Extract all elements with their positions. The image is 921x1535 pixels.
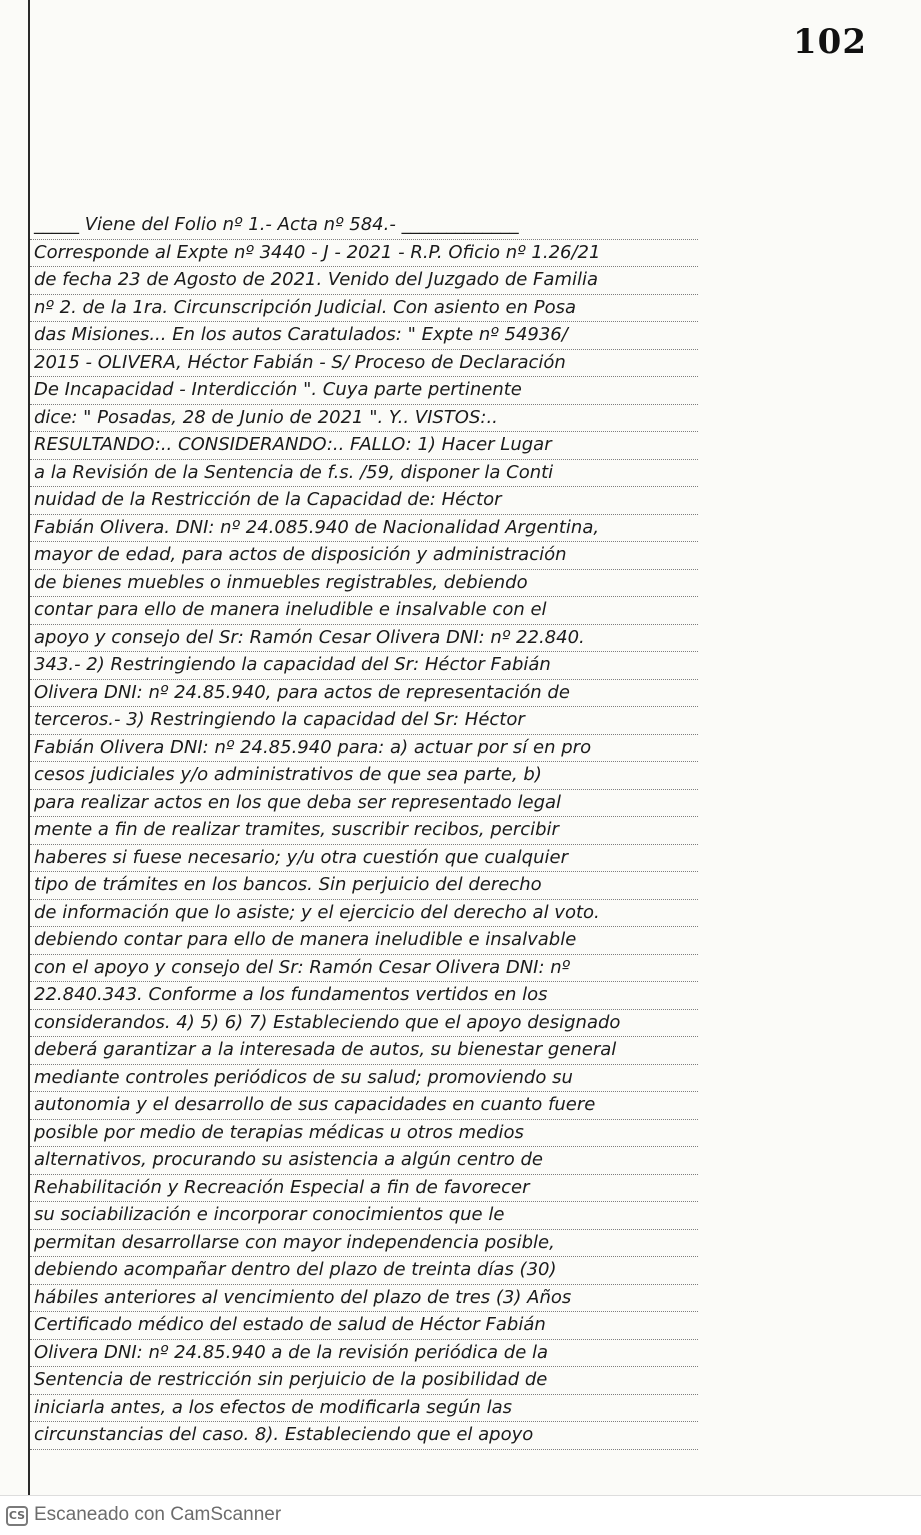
- text-line-content: debiendo acompañar dentro del plazo de treinta días (30): [34, 1259, 557, 1280]
- text-line-content: Certificado médico del estado de salud de Héctor Fabián: [34, 1314, 546, 1335]
- text-line-content: permitan desarrollarse con mayor independencia posible,: [34, 1231, 555, 1253]
- text-line: [30, 1340, 698, 1368]
- text-line-content: Fabián Olivera. DNI: nº 24.085.940 de Nacionalidad Argentina,: [34, 516, 600, 538]
- text-line: [30, 982, 698, 1010]
- text-line: [30, 845, 698, 873]
- text-line-content: Corresponde al Expte nº 3440 - J - 2021 - R.P. Oficio nº 1.26/21: [34, 241, 601, 263]
- text-line-content: De Incapacidad - Interdicción ". Cuya parte pertinente: [34, 379, 522, 400]
- text-line: [30, 295, 698, 323]
- text-line-content: 343.- 2) Restringiendo la capacidad del Sr: Héctor Fabián: [34, 654, 551, 675]
- text-line: [30, 267, 698, 295]
- text-line: [30, 1395, 698, 1423]
- text-line-content: 2015 - OLIVERA, Héctor Fabián - S/ Proceso de Declaración: [34, 351, 566, 373]
- text-line-content: circunstancias del caso. 8). Estableciendo que el apoyo: [34, 1424, 534, 1445]
- text-line-content: mayor de edad, para actos de disposición y administración: [34, 544, 567, 565]
- text-line-content: para realizar actos en los que deba ser representado legal: [34, 791, 562, 813]
- text-line-content: iniciarla antes, a los efectos de modificarla según las: [34, 1396, 513, 1418]
- text-line-content: contar para ello de manera ineludible e insalvable con el: [34, 599, 547, 620]
- text-line-content: mente a fin de realizar tramites, suscribir recibos, percibir: [34, 819, 559, 840]
- text-line-content: con el apoyo y consejo del Sr: Ramón Cesar Olivera DNI: nº: [34, 956, 571, 978]
- text-line: [30, 515, 698, 543]
- text-line-content: de fecha 23 de Agosto de 2021. Venido del Juzgado de Familia: [34, 269, 599, 290]
- text-line: [30, 1175, 698, 1203]
- text-line-content: debiendo contar para ello de manera ineludible e insalvable: [34, 929, 577, 950]
- scanner-watermark-text: Escaneado con CamScanner: [34, 1504, 282, 1525]
- text-line: [30, 1367, 698, 1395]
- text-line-content: 22.840.343. Conforme a los fundamentos vertidos en los: [34, 984, 548, 1005]
- text-line: [30, 1257, 698, 1285]
- text-line: [30, 1285, 698, 1313]
- text-line-content: nº 2. de la 1ra. Circunscripción Judicial. Con asiento en Posa: [34, 296, 577, 318]
- text-line-content: das Misiones... En los autos Caratulados: " Expte nº 54936/: [34, 324, 568, 345]
- text-line: [30, 1422, 698, 1450]
- text-line-content: RESULTANDO:.. CONSIDERANDO:.. FALLO: 1) Hacer Lugar: [34, 434, 552, 455]
- text-line: [30, 1312, 698, 1340]
- text-line-content: apoyo y consejo del Sr: Ramón Cesar Olivera DNI: nº 22.840.: [34, 626, 585, 648]
- text-line-content: considerandos. 4) 5) 6) 7) Estableciendo que el apoyo designado: [34, 1011, 621, 1033]
- text-line-content: Olivera DNI: nº 24.85.940, para actos de representación de: [34, 681, 570, 703]
- text-line: [30, 762, 698, 790]
- text-line-content: de información que lo asiste; y el ejercicio del derecho al voto.: [34, 901, 600, 923]
- text-line-content: cesos judiciales y/o administrativos de que sea parte, b): [34, 764, 542, 785]
- text-line-content: Olivera DNI: nº 24.85.940 a de la revisión periódica de la: [34, 1341, 549, 1363]
- text-line: [30, 872, 698, 900]
- text-line-content: haberes si fuese necesario; y/u otra cuestión que cualquier: [34, 846, 568, 868]
- camscanner-logo-icon: CS: [6, 1506, 28, 1526]
- text-line-content: mediante controles periódicos de su salud; promoviendo su: [34, 1066, 573, 1088]
- text-line: [30, 542, 698, 570]
- text-line-content: tipo de trámites en los bancos. Sin perjuicio del derecho: [34, 874, 542, 895]
- text-line: [30, 900, 698, 928]
- text-line: [30, 570, 698, 598]
- text-line: [30, 377, 698, 405]
- text-line: [30, 1120, 698, 1148]
- folio-number: 102: [793, 22, 867, 62]
- text-line: [30, 322, 698, 350]
- text-line: [30, 1065, 698, 1093]
- text-line: [30, 817, 698, 845]
- text-line: [30, 432, 698, 460]
- text-line: [30, 927, 698, 955]
- text-line: [30, 1010, 698, 1038]
- text-line-content: terceros.- 3) Restringiendo la capacidad del Sr: Héctor: [34, 709, 525, 730]
- text-line: [30, 350, 698, 378]
- text-line: [30, 487, 698, 515]
- text-line: [30, 652, 698, 680]
- text-line-content: hábiles anteriores al vencimiento del plazo de tres (3) Años: [34, 1286, 572, 1308]
- text-line: [30, 790, 698, 818]
- text-line: [30, 735, 698, 763]
- text-line: [30, 1092, 698, 1120]
- text-line: [30, 955, 698, 983]
- text-line-content: Rehabilitación y Recreación Especial a fin de favorecer: [34, 1176, 530, 1198]
- text-line: [30, 1037, 698, 1065]
- text-line-content: Fabián Olivera DNI: nº 24.85.940 para: a) actuar por sí en pro: [34, 736, 592, 758]
- text-line: [30, 707, 698, 735]
- text-line: [30, 1202, 698, 1230]
- text-line: [30, 1230, 698, 1258]
- text-line: [30, 460, 698, 488]
- text-line-content: dice: " Posadas, 28 de Junio de 2021 ". Y.. VISTOS:..: [34, 406, 498, 428]
- text-line: [30, 1147, 698, 1175]
- text-line: [30, 680, 698, 708]
- text-line-content: su sociabilización e incorporar conocimientos que le: [34, 1204, 505, 1225]
- scanner-footer: [0, 1495, 921, 1535]
- text-line: [30, 212, 698, 240]
- text-line: [30, 597, 698, 625]
- text-line: [30, 625, 698, 653]
- text-line-content: _____ Viene del Folio nº 1.- Acta nº 584.- _____________: [34, 214, 519, 235]
- handwritten-text-block: [30, 212, 698, 1450]
- text-line-content: alternativos, procurando su asistencia a algún centro de: [34, 1149, 543, 1170]
- text-line-content: deberá garantizar a la interesada de autos, su bienestar general: [34, 1039, 617, 1060]
- text-line-content: de bienes muebles o inmuebles registrables, debiendo: [34, 571, 528, 593]
- text-line-content: Sentencia de restricción sin perjuicio de la posibilidad de: [34, 1369, 548, 1390]
- text-line-content: nuidad de la Restricción de la Capacidad de: Héctor: [34, 489, 502, 510]
- text-line: [30, 405, 698, 433]
- text-line: [30, 240, 698, 268]
- text-line-content: posible por medio de terapias médicas u otros medios: [34, 1121, 524, 1143]
- text-line-content: autonomia y el desarrollo de sus capacidades en cuanto fuere: [34, 1094, 596, 1115]
- text-line-content: a la Revisión de la Sentencia de f.s. /59, disponer la Conti: [34, 461, 554, 483]
